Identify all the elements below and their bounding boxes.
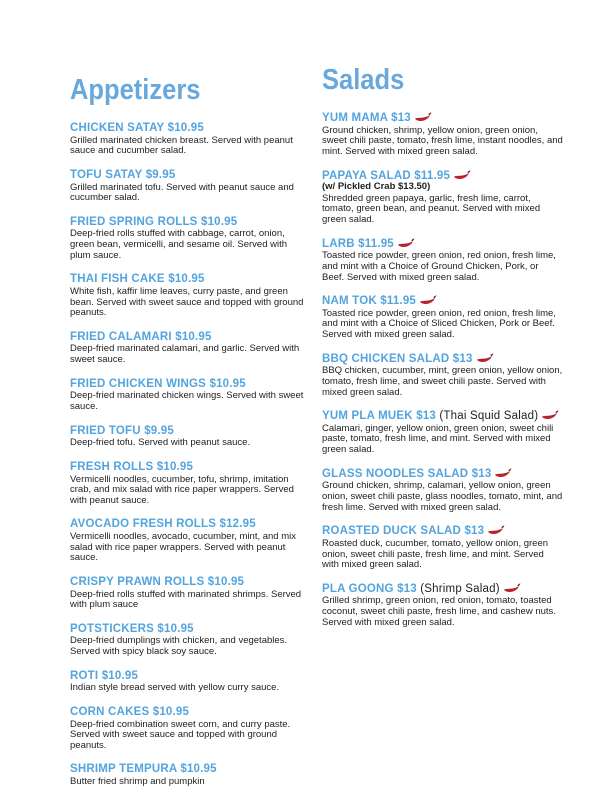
item-name: SHRIMP TEMPURA <box>70 763 177 776</box>
item-price: $13 <box>452 352 473 365</box>
item-price: $10.95 <box>168 273 205 286</box>
item-description: Shredded green papaya, garlic, fresh lime, carrot, tomato, green bean, and peanut. Served with mixed green salad. <box>322 192 541 226</box>
item-title <box>70 576 306 589</box>
item-name: GLASS NOODLES SALAD <box>322 467 469 480</box>
menu-item <box>70 122 306 157</box>
item-title <box>322 353 563 366</box>
item-price: $11.95 <box>358 237 394 250</box>
chili-pepper-icon <box>503 583 521 593</box>
item-price: $10.95 <box>156 460 194 473</box>
item-description: Deep-fried combination sweet corn, and curry paste. Served with sweet sauce and topped with ground peanuts. <box>70 718 291 751</box>
section-title: Appetizers <box>70 74 201 106</box>
item-price: $11.95 <box>414 169 451 182</box>
item-name: LARB <box>322 237 355 250</box>
chili-pepper-icon <box>494 468 512 478</box>
menu-item <box>70 706 306 752</box>
item-description: Toasted rice powder, green onion, red onion, fresh lime, and mint with a Choice of Ground Chicken, Pork, or Beef. Served with mixed green salad. <box>322 250 556 283</box>
menu-item <box>322 468 563 514</box>
item-suffix: (Shrimp Salad) <box>416 582 500 595</box>
menu-item <box>70 623 306 658</box>
item-description: Grilled marinated tofu. Served with peanut sauce and cucumber salad. <box>70 181 294 204</box>
item-description: Calamari, ginger, yellow onion, green onion, sweet chili paste, tomato, fresh lime, and mint. Served with mixed green salad. <box>322 422 554 456</box>
item-description: Vermicelli noodles, cucumber, tofu, shrimp, imitation crab, and mix salad with rice paper wrappers. Served with peanut sauce. <box>70 473 294 506</box>
menu-item <box>70 670 306 694</box>
menu-item <box>70 169 306 204</box>
item-name: BBQ CHICKEN SALAD <box>322 352 450 365</box>
chili-pepper-icon <box>476 353 494 363</box>
menu-item <box>322 410 563 456</box>
item-price: $10.95 <box>180 763 217 776</box>
item-title <box>322 583 563 596</box>
menu-item <box>322 170 563 226</box>
item-title <box>70 273 306 286</box>
item-price: $10.95 <box>175 330 212 343</box>
item-title <box>322 238 563 251</box>
item-name: THAI FISH CAKE <box>70 273 165 286</box>
item-title <box>70 763 306 776</box>
menu-item <box>70 216 306 262</box>
item-name: FRESH ROLLS <box>70 460 154 473</box>
chili-pepper-icon <box>453 170 471 180</box>
menu-item <box>70 331 306 366</box>
item-description: Deep-fried rolls stuffed with marinated shrimps. Served with plum sauce <box>70 588 302 611</box>
menu-item <box>322 525 563 571</box>
item-name: FRIED TOFU <box>70 424 141 437</box>
menu-item <box>70 518 306 564</box>
item-description: Deep-fried marinated chicken wings. Served with sweet sauce. <box>70 390 304 412</box>
item-description: Deep-fried rolls stuffed with cabbage, carrot, onion, green bean, vermicelli, and sesame oil. Served with plum sauce. <box>70 228 288 261</box>
item-price: $12.95 <box>219 518 256 531</box>
menu-item <box>70 763 306 787</box>
item-name: TOFU SATAY <box>70 168 143 181</box>
item-price: $10.95 <box>152 705 190 718</box>
item-title <box>322 112 563 125</box>
item-price: $13 <box>471 467 492 480</box>
item-description: Butter fried shrimp and pumpkin <box>70 776 205 788</box>
chili-pepper-icon <box>487 525 505 535</box>
item-description: BBQ chicken, cucumber, mint, green onion, yellow onion, tomato, fresh lime, and sweet chili paste. Served with mixed green salad. <box>322 365 563 398</box>
item-title <box>70 331 306 344</box>
item-price: $13 <box>464 525 485 538</box>
item-name: FRIED CHICKEN WINGS <box>70 377 207 390</box>
item-description: Deep-fried dumplings with chicken, and vegetables. Served with spicy black soy sauce. <box>70 635 288 658</box>
item-title <box>322 295 563 308</box>
item-description: Grilled marinated chicken breast. Served with peanut sauce and cucumber salad. <box>70 134 293 157</box>
item-title <box>70 425 306 438</box>
item-description: White fish, kaffir lime leaves, curry paste, and green bean. Served with sweet sauce and topped with ground peanuts. <box>70 285 304 319</box>
item-description: Vermicelli noodles, avocado, cucumber, mint, and mix salad with rice paper wrappers. Served with peanut sauce. <box>70 531 296 564</box>
item-description: Roasted duck, cucumber, tomato, yellow onion, green onion, sweet chili paste, fresh lime, and mint. Served with mixed green salad. <box>322 537 549 571</box>
salads-column <box>322 64 563 640</box>
item-price: $10.95 <box>101 669 139 682</box>
item-name: YUM PLA MUEK <box>322 410 413 423</box>
item-name: PLA GOONG <box>322 582 394 595</box>
item-description: Deep-fried marinated calamari, and garlic. Served with sweet sauce. <box>70 343 300 366</box>
item-price: $13 <box>416 410 436 423</box>
menu-item <box>70 461 306 507</box>
item-subnote: (w/ Pickled Crab $13.50) <box>322 181 431 193</box>
menu-item <box>70 273 306 319</box>
section-title: Salads <box>322 64 405 96</box>
item-price: $10.95 <box>209 377 246 390</box>
item-title <box>70 378 306 391</box>
chili-pepper-icon <box>541 410 559 420</box>
item-title <box>322 468 563 481</box>
item-price: $10.95 <box>157 622 194 635</box>
item-name: CORN CAKES <box>70 705 150 718</box>
item-price: $13 <box>397 582 417 595</box>
item-title <box>70 706 306 719</box>
item-suffix: (Thai Squid Salad) <box>435 410 539 423</box>
menu-item <box>322 295 563 341</box>
item-description: Indian style bread served with yellow curry sauce. <box>70 682 280 694</box>
item-title <box>322 410 563 423</box>
item-price: $9.95 <box>144 424 174 437</box>
menu-item <box>70 425 306 449</box>
item-description: Ground chicken, shrimp, yellow onion, green onion, sweet chili paste, tomato, fresh lime, instant noodles, and mint. Served with mixed green salad. <box>322 124 563 157</box>
item-price: $10.95 <box>207 575 245 588</box>
menu-item <box>322 583 563 629</box>
item-name: NAM TOK <box>322 295 377 308</box>
item-description: Deep-fried tofu. Served with peanut sauce. <box>70 437 251 449</box>
item-name: CRISPY PRAWN ROLLS <box>70 575 205 588</box>
item-name: ROTI <box>70 669 99 682</box>
appetizers-column <box>70 74 306 792</box>
item-title <box>70 670 306 683</box>
item-name: AVOCADO FRESH ROLLS <box>70 518 217 531</box>
item-price: $9.95 <box>145 168 176 181</box>
menu-item <box>70 576 306 611</box>
item-name: PAPAYA SALAD <box>322 169 411 182</box>
item-price: $10.95 <box>200 215 238 228</box>
chili-pepper-icon <box>414 112 432 122</box>
menu-item <box>70 378 306 413</box>
item-title <box>70 623 306 636</box>
item-name: YUM MAMA <box>322 112 388 124</box>
item-price: $10.95 <box>167 122 204 134</box>
item-title <box>70 169 306 182</box>
item-name: ROASTED DUCK SALAD <box>322 525 462 538</box>
chili-pepper-icon <box>419 295 437 305</box>
item-title <box>70 518 306 531</box>
item-description: Toasted rice powder, green onion, red onion, fresh lime, and mint with a Choice of Sliced Chicken, Pork or Beef. Served with mixed green salad. <box>322 307 556 341</box>
menu-item <box>322 112 563 158</box>
item-price: $11.95 <box>380 295 417 308</box>
item-description: Ground chicken, shrimp, calamari, yellow onion, green onion, sweet chili paste, glass noodles, tomato, mint, and fresh lime. Served with mixed green salad. <box>322 480 563 513</box>
item-title <box>322 525 563 538</box>
item-title <box>70 461 306 474</box>
item-description: Grilled shrimp, green onion, red onion, tomato, toasted coconut, sweet chili paste, fresh lime, and cashew nuts. Served with mixed green salad. <box>322 595 556 628</box>
item-title <box>70 122 306 135</box>
item-price: $13 <box>391 112 411 124</box>
item-name: CHICKEN SATAY <box>70 122 165 134</box>
menu-item <box>322 353 563 399</box>
menu-item <box>322 238 563 284</box>
item-name: FRIED SPRING ROLLS <box>70 215 198 228</box>
item-title <box>70 216 306 229</box>
chili-pepper-icon <box>397 238 415 248</box>
item-name: POTSTICKERS <box>70 622 154 635</box>
item-name: FRIED CALAMARI <box>70 330 172 343</box>
